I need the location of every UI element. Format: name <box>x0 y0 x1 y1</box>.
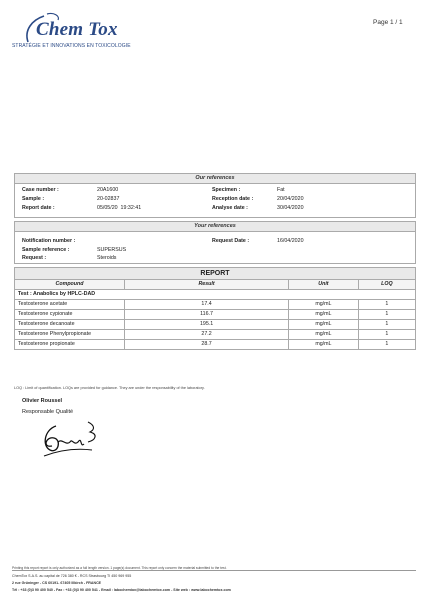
your-references-box <box>14 221 416 264</box>
loq-cell: 1 <box>358 310 415 320</box>
result-cell: 28.7 <box>125 340 289 350</box>
table-row <box>15 300 415 310</box>
unit-cell: mg/mL <box>289 320 359 330</box>
request-date-label: Request Date : <box>212 238 250 244</box>
request-date-value: 16/04/2020 <box>277 238 304 244</box>
column-header-result: Result <box>125 280 289 290</box>
test-label: Test : Anabolics by HPLC-DAD <box>15 290 415 300</box>
specimen-label: Specimen : <box>212 187 241 193</box>
report-title: REPORT <box>15 268 415 280</box>
case-number-value: 20A1600 <box>97 187 119 193</box>
table-row <box>15 310 415 320</box>
unit-cell: mg/mL <box>289 340 359 350</box>
table-row <box>15 320 415 330</box>
footer-company: ChemTox S.A.S. au capital de 726 380 € - RCS Strasbourg TI 450 969 955 <box>12 574 132 578</box>
table-row <box>15 340 415 350</box>
loq-cell: 1 <box>358 330 415 340</box>
column-header-loq: LOQ <box>358 280 415 290</box>
result-cell: 17.4 <box>125 300 289 310</box>
loq-cell: 1 <box>358 300 415 310</box>
table-row <box>15 330 415 340</box>
your-references-title: Your references <box>15 222 415 232</box>
compound-cell: Testosterone propionate <box>15 340 125 350</box>
column-header-compound: Compound <box>15 280 125 290</box>
reception-date-label: Reception date : <box>212 196 254 202</box>
sample-reference-label: Sample reference : <box>22 247 70 253</box>
test-row <box>15 290 415 300</box>
result-cell: 195.1 <box>125 320 289 330</box>
notification-number-label: Notification number : <box>22 238 76 244</box>
footer-divider <box>12 570 416 571</box>
sample-reference-value: SUPERSUS <box>97 247 127 253</box>
analyse-date-label: Analyse date : <box>212 205 248 211</box>
report-box <box>14 267 416 350</box>
request-label: Request : <box>22 255 47 261</box>
analyse-date-value: 30/04/2020 <box>277 205 304 211</box>
report-header-row <box>15 280 415 290</box>
compound-cell: Testosterone decanoate <box>15 320 125 330</box>
result-cell: 116.7 <box>125 310 289 320</box>
result-cell: 27.2 <box>125 330 289 340</box>
signatory-name: Olivier Roussel <box>22 398 63 404</box>
column-header-unit: Unit <box>289 280 359 290</box>
loq-cell: 1 <box>358 320 415 330</box>
footer-disclaimer: Printing this report report is only authorized as a full length version. 1 page(s) document. This report only concern the material submitted to the test. <box>12 566 227 570</box>
footer-contact: Tél : +33 (0)3 90 400 540 - Fax : +33 (0)3 90 400 541 - Email : labochemtox@labochemtox.com - Site web : www.labochemtox.com <box>12 588 231 592</box>
sample-value: 20-02837 <box>97 196 120 202</box>
page-number: Page 1 / 1 <box>373 19 403 26</box>
unit-cell: mg/mL <box>289 330 359 340</box>
loq-cell: 1 <box>358 340 415 350</box>
reception-date-value: 20/04/2020 <box>277 196 304 202</box>
request-value: Steroids <box>97 255 117 261</box>
case-number-label: Case number : <box>22 187 59 193</box>
footer-address: 2 rue Grüninger - CS 60191- 67405 Illkirch - FRANCE <box>12 581 102 585</box>
sample-label: Sample : <box>22 196 45 202</box>
handwritten-signature <box>36 416 108 462</box>
signatory-role: Responsable Qualité <box>22 409 74 415</box>
report-date-value: 05/05/20 19:32:41 <box>97 205 142 211</box>
logo-tagline: STRATÉGIE ET INNOVATIONS EN TOXICOLOGIE <box>12 43 131 49</box>
report-date-label: Report date : <box>22 205 55 211</box>
report-table <box>15 280 415 349</box>
compound-cell: Testosterone cypionate <box>15 310 125 320</box>
our-references-box <box>14 173 416 218</box>
chemtox-logo: Chem Tox <box>36 19 118 40</box>
unit-cell: mg/mL <box>289 300 359 310</box>
our-references-title: Our references <box>15 174 415 184</box>
loq-note: LOQ : Limit of quantification. LOQs are provided for guidance. They are under the responsability of the laboratory. <box>14 386 205 390</box>
compound-cell: Testosterone Phenylpropionate <box>15 330 125 340</box>
compound-cell: Testosterone acetate <box>15 300 125 310</box>
specimen-value: Fat <box>277 187 285 193</box>
unit-cell: mg/mL <box>289 310 359 320</box>
